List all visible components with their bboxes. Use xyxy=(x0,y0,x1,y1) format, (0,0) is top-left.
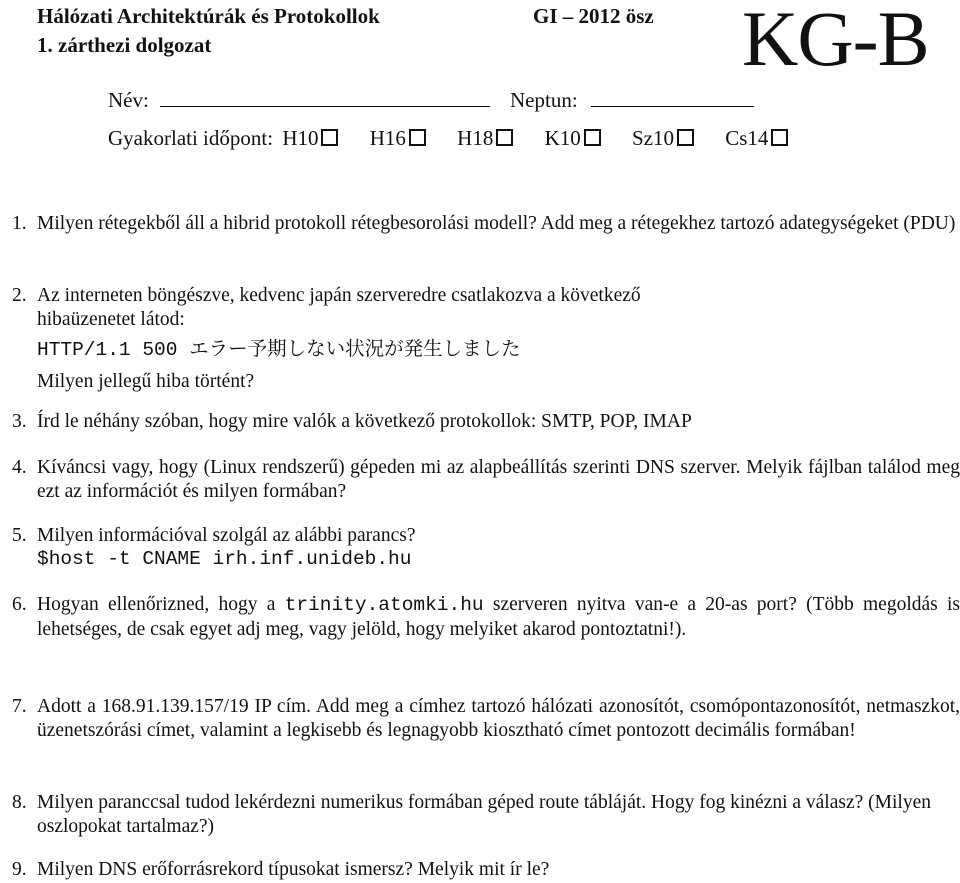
slot-sz10-checkbox[interactable] xyxy=(677,129,694,146)
slot-sz10[interactable]: Sz10 xyxy=(632,126,694,150)
slot-cs14-checkbox[interactable] xyxy=(771,129,788,146)
question-number: 1. xyxy=(12,213,27,234)
name-blank[interactable] xyxy=(160,88,490,107)
question-number: 6. xyxy=(12,594,27,615)
slot-h10[interactable]: H10 xyxy=(282,126,338,150)
slot-h16[interactable]: H16 xyxy=(370,126,426,150)
question-text: Kíváncsi vagy, hogy (Linux rendszerű) gépeden mi az alapbeállítás szerinti DNS szerver. Melyik fájlban találod meg ezt az információt és milyen formában? xyxy=(37,457,960,502)
hostname-code: trinity.atomki.hu xyxy=(284,594,484,616)
command-code: $host -t CNAME irh.inf.unideb.hu xyxy=(37,548,412,570)
error-message-code: HTTP/1.1 500 エラー予期しない状況が発生しました xyxy=(37,339,521,361)
question-number: 5. xyxy=(12,525,27,546)
question-text: Hogyan ellenőrizned, hogy a trinity.atomki.hu szerveren nyitva van-e a 20-as port? (Több megoldás is lehetséges, de csak egyet adj meg, vagy jelöld, hogy melyiket akarod pontoztatni!). xyxy=(37,594,960,640)
question-text: Milyen DNS erőforrásrekord típusokat ismersz? Melyik mit ír le? xyxy=(37,859,550,880)
name-field[interactable] xyxy=(108,88,490,113)
practice-time-row xyxy=(108,126,788,151)
slot-h16-checkbox[interactable] xyxy=(409,129,426,146)
exam-title: 1. zárthezi dolgozat xyxy=(37,33,212,57)
slot-k10[interactable]: K10 xyxy=(545,126,601,150)
neptun-field[interactable] xyxy=(510,88,754,113)
neptun-blank[interactable] xyxy=(591,88,754,107)
question-number: 4. xyxy=(12,457,27,478)
question-text: Milyen paranccsal tudod lekérdezni numerikus formában géped route tábláját. Hogy fog kinézni a válasz? (Milyen oszlopokat tartalmaz?) xyxy=(37,792,931,837)
question-text: Milyen rétegekből áll a hibrid protokoll rétegbesorolási modell? Add meg a rétegekhez tartozó adategységeket (PDU) xyxy=(37,213,956,234)
neptun-label: Neptun: xyxy=(510,88,578,112)
slot-k10-checkbox[interactable] xyxy=(584,129,601,146)
question-text: Adott a 168.91.139.157/19 IP cím. Add meg a címhez tartozó hálózati azonosítót, csomópontazonosítót, netmaszkot, üzenetszórási címet, valamint a legkisebb és legnagyobb kiosztható címet pontozott decimális formában! xyxy=(37,696,960,741)
question-number: 9. xyxy=(12,859,27,880)
group-code: KG-B xyxy=(742,0,929,82)
question-number: 2. xyxy=(12,285,27,306)
question-followup: Milyen jellegű hiba történt? xyxy=(37,371,255,392)
question-text: Az interneten böngészve, kedvenc japán szerveredre csatlakozva a következő hibaüzenetet látod: xyxy=(37,285,641,330)
question-number: 8. xyxy=(12,792,27,813)
question-number: 7. xyxy=(12,696,27,717)
slot-h10-checkbox[interactable] xyxy=(321,129,338,146)
name-label: Név: xyxy=(108,88,149,112)
question-text: Milyen információval szolgál az alábbi parancs? xyxy=(37,525,416,546)
slot-cs14[interactable]: Cs14 xyxy=(725,126,788,150)
slot-h18[interactable]: H18 xyxy=(457,126,513,150)
semester: GI – 2012 ösz xyxy=(533,4,654,28)
question-text: Írd le néhány szóban, hogy mire valók a következő protokollok: SMTP, POP, IMAP xyxy=(37,411,692,432)
practice-label: Gyakorlati időpont: xyxy=(108,126,274,150)
course-title: Hálózati Architektúrák és Protokollok xyxy=(37,4,380,28)
slot-h18-checkbox[interactable] xyxy=(496,129,513,146)
question-number: 3. xyxy=(12,411,27,432)
